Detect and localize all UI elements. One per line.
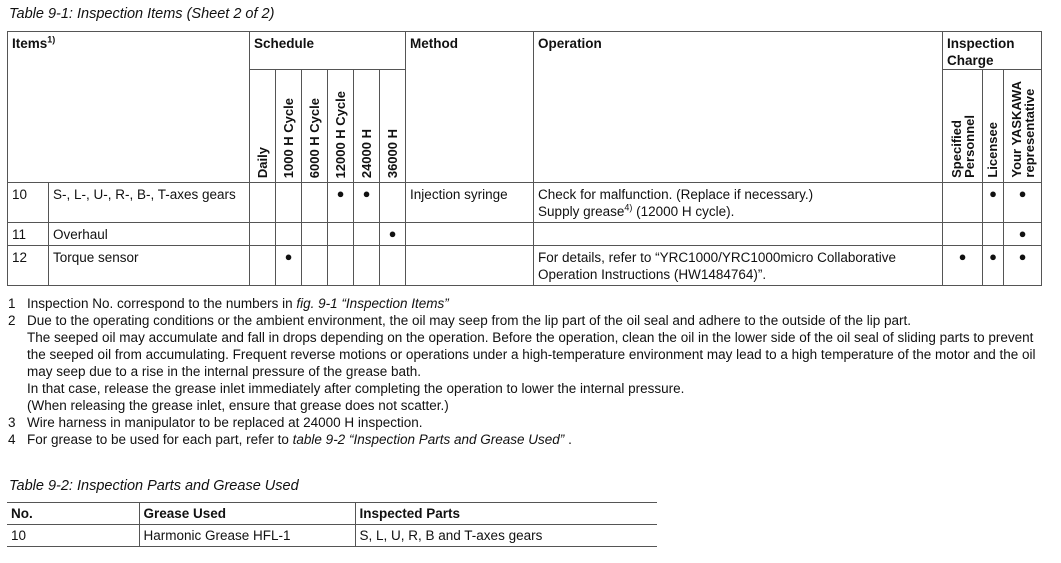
method-header: Method (406, 32, 534, 183)
schedule-mark (276, 223, 302, 246)
table-row (7, 525, 657, 547)
footnote-3: 3 Wire harness in manipulator to be replaced at 24000 H inspection. (8, 415, 423, 430)
row-method (406, 246, 534, 286)
schedule-mark (302, 223, 328, 246)
footnote-2-para-4: (When releasing the grease inlet, ensure that grease does not scatter.) (27, 398, 449, 413)
row-no: 10 (8, 183, 49, 223)
table-9-1-caption: Table 9-1: Inspection Items (Sheet 2 of 2) (9, 6, 275, 22)
row-item: Overhaul (49, 223, 250, 246)
table-row (8, 246, 1042, 286)
charge-mark (943, 223, 983, 246)
grease-table-header (7, 503, 657, 525)
schedule-col-1000h: 1000 H Cycle (276, 70, 302, 183)
row-operation: Check for malfunction. (Replace if necessary.) Supply grease$^{4)}$ (12000 H cycle). (534, 183, 943, 223)
inspection-items-table (7, 31, 1042, 286)
operation-header: Operation (534, 32, 943, 183)
table-9-2-caption: Table 9-2: Inspection Parts and Grease Used (9, 478, 299, 494)
table-row (8, 183, 1042, 223)
cell-parts: S, L, U, R, B and T-axes gears (355, 525, 657, 547)
row-operation (534, 223, 943, 246)
charge-mark: ● (1004, 223, 1042, 246)
schedule-mark: ● (354, 183, 380, 223)
schedule-mark: ● (328, 183, 354, 223)
charge-mark: ● (983, 246, 1004, 286)
header-inspected-parts: Inspected Parts (355, 503, 657, 525)
schedule-mark (276, 183, 302, 223)
footnote-4: 4 For grease to be used for each part, refer to table 9-2 “Inspection Parts and Grease Used” . (8, 432, 572, 447)
footnote-1: 1 Inspection No. correspond to the numbers in fig. 9-1 “Inspection Items” (8, 296, 449, 311)
charge-col-licensee: Licensee (983, 70, 1004, 183)
row-no: 12 (8, 246, 49, 286)
schedule-mark (250, 246, 276, 286)
charge-mark: ● (943, 246, 983, 286)
schedule-mark (250, 183, 276, 223)
row-item: S-, L-, U-, R-, B-, T-axes gears (49, 183, 250, 223)
charge-mark (983, 223, 1004, 246)
fig-9-1-link[interactable]: fig. 9-1 (296, 296, 338, 311)
charge-mark: ● (1004, 246, 1042, 286)
charge-mark: ● (1004, 183, 1042, 223)
schedule-header: Schedule (250, 32, 406, 70)
inspection-charge-header: Inspection Charge (943, 32, 1042, 70)
grease-table (7, 502, 657, 547)
schedule-col-daily: Daily (250, 70, 276, 183)
header-no: No. (7, 503, 139, 525)
table-row (8, 223, 1042, 246)
schedule-col-36000h: 36000 H (380, 70, 406, 183)
row-no: 11 (8, 223, 49, 246)
charge-mark (943, 183, 983, 223)
schedule-mark (328, 246, 354, 286)
row-operation: For details, refer to “YRC1000/YRC1000micro Collaborative Operation Instructions (HW1484764)”. (534, 246, 943, 286)
schedule-mark (354, 246, 380, 286)
footnotes (8, 295, 1053, 448)
schedule-mark (250, 223, 276, 246)
schedule-col-12000h: 12000 H Cycle (328, 70, 354, 183)
schedule-mark (354, 223, 380, 246)
schedule-mark (380, 246, 406, 286)
charge-col-specified-personnel: Specified Personnel (943, 70, 983, 183)
row-method (406, 223, 534, 246)
schedule-col-6000h: 6000 H Cycle (302, 70, 328, 183)
header-row (8, 32, 1042, 70)
schedule-mark (380, 183, 406, 223)
schedule-mark (302, 183, 328, 223)
charge-mark: ● (983, 183, 1004, 223)
items-header: Items$^{1)}$ (8, 32, 250, 183)
footnote-2-para-2: The seeped oil may accumulate and fall in drops depending on the operation. Before the operation, clean the oil in the lower side of the oil seal of sliding parts to prevent the seeped oil from accumulating. Frequent reverse motions or operations under a high-temperature environment may lead to a high temperature of the motor and the oil may seep due to a rise in the internal pressure of the grease bath. (27, 330, 1036, 379)
footnote-2-para-3: In that case, release the grease inlet immediately after completing the operation to lower the internal pressure. (27, 381, 685, 396)
schedule-mark: ● (380, 223, 406, 246)
header-grease-used: Grease Used (139, 503, 355, 525)
cell-no: 10 (7, 525, 139, 547)
cell-grease: Harmonic Grease HFL-1 (139, 525, 355, 547)
schedule-mark (302, 246, 328, 286)
table-9-2-link[interactable]: table 9-2 (292, 432, 346, 447)
schedule-col-24000h: 24000 H (354, 70, 380, 183)
schedule-mark: ● (276, 246, 302, 286)
footnote-2: 2 Due to the operating conditions or the ambient environment, the oil may seep from the lip part of the oil seal and adhere to the outside of the lip part. (8, 313, 912, 328)
row-method: Injection syringe (406, 183, 534, 223)
schedule-mark (328, 223, 354, 246)
row-item: Torque sensor (49, 246, 250, 286)
charge-col-yaskawa-rep: Your YASKAWA representative (1004, 70, 1042, 183)
